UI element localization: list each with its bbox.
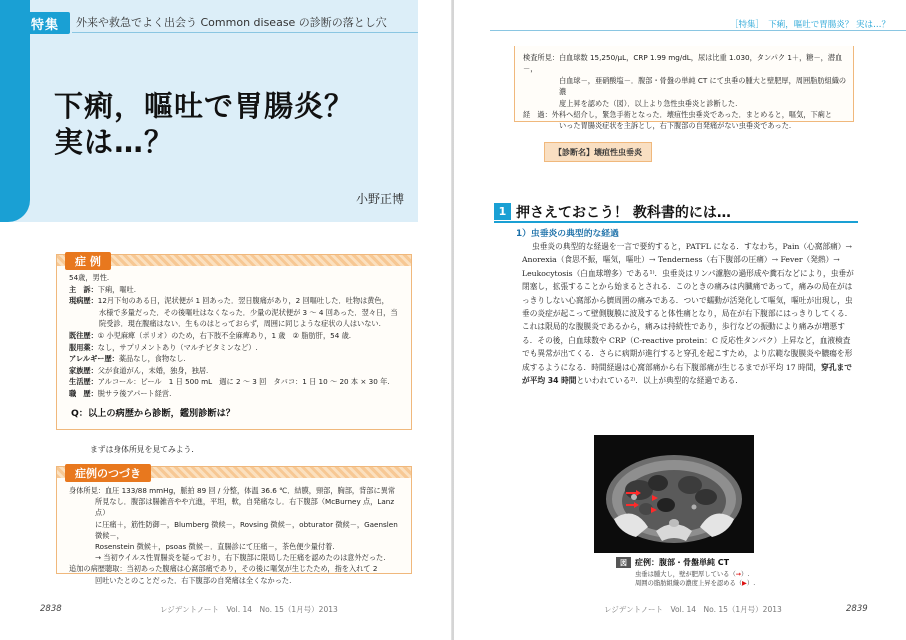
page-number-right: 2839 [846, 604, 868, 614]
body-text-part2: といわれている²⁾．以上が典型的な経過である． [576, 376, 743, 386]
right-page [454, 0, 906, 640]
case-line-key: 生活歴： [69, 377, 98, 387]
case-line-key: 現病歴： [69, 296, 98, 306]
body-paragraph [522, 240, 858, 387]
page-number-left: 2838 [40, 604, 62, 614]
journal-footer-right: レジデントノート Vol. 14 No. 15（1月号）2013 [604, 605, 782, 614]
diagnosis-box: 【診断名】壊疽性虫垂炎 [544, 142, 652, 162]
case-label: 症 例 [65, 252, 111, 270]
body-lead-line: まずは身体所見を見てみよう． [90, 445, 200, 454]
case-line [69, 318, 405, 330]
case-question: Q：以上の病歴から診断，鑑別診断は？ [71, 408, 235, 419]
case-line-text: 12月下旬のある日，泥状便が 1 回あった．翌日腹痛があり，2 回嘔吐した．吐物は黄色， [97, 296, 389, 306]
exam-line [523, 52, 849, 75]
case-line [69, 342, 405, 354]
figure-caption-line-2: 周囲の脂肪組織の濃度上昇を認める（▶）. [635, 580, 756, 588]
exam-line-key: 検査所見： [523, 53, 559, 62]
continuation-line [69, 563, 405, 574]
case-line-text: 父が食道がん，未婚，独身，独居. [97, 365, 209, 375]
continuation-line-text: に圧痛＋，筋性防御－，Blumberg 徴候－，Rovsing 徴候－，obturator 徴候－，Gaenslen 徴候－， [95, 519, 398, 540]
case-line-text: 下痢，嘔吐. [97, 284, 136, 294]
case-line [69, 365, 405, 377]
exam-findings-box [514, 46, 854, 131]
series-title: 外来や救急でよく出会う Common disease の診断の落とし穴 [76, 16, 387, 29]
continuation-line-key: 追加の病歴聴取： [69, 564, 127, 574]
case-line-key: アレルギー歴： [69, 354, 119, 364]
running-head-rule [490, 30, 906, 31]
continuation-line [69, 541, 405, 552]
title-header [0, 0, 418, 222]
case-line [69, 295, 405, 307]
title-line-1: 下痢，嘔吐で胃腸炎？ [54, 89, 355, 123]
section-rule [494, 221, 858, 223]
case-line-text: 院受診．現在腹痛はない．生ものはとっておらず，周囲に同じような症状の人はいない. [99, 319, 381, 329]
figure-badge: 図 [616, 557, 631, 568]
exam-line [523, 75, 849, 98]
case-line [69, 272, 405, 284]
case-line [69, 388, 405, 400]
case-details [69, 272, 405, 400]
case-line [69, 353, 405, 365]
red-triangle-icon: ▶ [742, 580, 747, 588]
continuation-line [69, 519, 405, 541]
exam-line [523, 120, 849, 131]
running-head: ［特集］ 下痢，嘔吐で胃腸炎？ 実は…？ [730, 20, 890, 30]
continuation-line-key: 身体所見： [69, 486, 105, 495]
exam-line [523, 109, 849, 120]
exam-line-text: 白血球数 15,250/μL，CRP 1.99 mg/dL，尿は比重 1.030，タンパク 1＋，糖－，潜血－， [523, 53, 843, 74]
exam-findings [523, 52, 849, 132]
left-page [0, 0, 452, 640]
exam-line [523, 98, 849, 109]
continuation-line-text: Rosenstein 徴候＋，psoas 徴候－．直腸診にて圧痛－，茶色便少量付着. [95, 542, 335, 552]
exam-line-text: 白血球－，亜硝酸塩－．腹部・骨盤の単純 CT にて虫垂の腫大と壁肥厚，周囲脂肪組織の濃 [559, 75, 847, 97]
section-title: 押さえておこう！ 教科書的には… [516, 205, 731, 221]
article-title [54, 88, 354, 160]
case-line-key: 職 歴： [69, 388, 98, 398]
case-line [69, 307, 405, 319]
figure-caption-line-1: 虫垂は腫大し，壁が肥厚している（→）. [635, 571, 750, 578]
continuation-line [69, 496, 405, 518]
continuation-line-text: 所見なし．腹部は腸雑音やや亢進，平坦，軟，自発痛なし．右下腹部（McBurney 点，Lanz 点） [95, 497, 395, 518]
continuation-line [69, 552, 405, 563]
case-line-text: 薬品なし，食物なし. [118, 354, 186, 364]
case-continuation-label: 症例のつづき [65, 464, 151, 482]
continuation-line-text: 血圧 133/88 mmHg，脈拍 89 回 / 分整，体温 36.6 ℃．結膜，頸部，胸部，背部に異常 [104, 486, 396, 495]
exam-line-text: いった胃腸炎症状を主訴とし，右下腹部の自発痛がない虫垂炎であった. [559, 121, 792, 131]
header-rule [72, 32, 418, 33]
case-line-key: 既往歴： [69, 330, 98, 340]
case-line-text: アルコール：ビール 1 日 500 mL 週に 2 ～ 3 回 タバコ：1 日 10 ～ 20 本 × 30 年. [97, 377, 390, 387]
case-line-key: 主 訴： [69, 284, 98, 294]
case-line-key: 服用薬： [69, 342, 98, 352]
figure-caption [635, 570, 755, 589]
case-line-text: 水様で多量だった．その後嘔吐はなくなった．少量の泥状便が 3 ～ 4 回あった．翌々日，当 [99, 307, 398, 317]
case-line-text: なし，サプリメントあり（マルチビタミンなど）. [97, 342, 258, 352]
continuation-line-text: → 当初ウイルス性胃腸炎を疑っており，右下腹部に限局した圧痛を認めたのは意外だった. [95, 553, 386, 563]
case-line-text: ① 小児麻痺（ポリオ）のため，右下肢不全麻痺あり，1 歳 ② 脂肪肝，54 歳. [97, 330, 352, 340]
figure-title: 症例：腹部・骨盤単純 CT [635, 558, 730, 567]
case-line-key: 家族歴： [69, 365, 98, 375]
title-line-2: 実は…？ [54, 125, 175, 159]
body-text-bold: 穿孔までが平均 34 時間 [522, 362, 852, 386]
case-line [69, 330, 405, 342]
exam-line-text: 外科へ紹介し，緊急手術となった．壊疽性虫垂炎であった．まとめると，嘔気，下痢と [551, 110, 833, 120]
feature-badge: 特集 [20, 12, 70, 34]
red-arrow-icon: → [735, 571, 742, 578]
exam-line-text: 度上昇を認めた（図）．以上より急性虫垂炎と診断した. [559, 98, 738, 108]
case-continuation-details [69, 485, 405, 586]
continuation-line [69, 485, 405, 496]
body-text-part1: 虫垂炎の典型的な経過を一言で要約すると，PATFL になる．すなわち，Pain（心窩部痛）→ Anorexia（食思不振，嘔気，嘔吐）→ Tenderness（右下腹部の圧痛）→ Fever（発熱）→ Leukocytosis（白血球増多）である¹⁾．虫垂炎はリンパ濾胞の過形成や糞石などにより，虫垂が閉塞し，拡張することから始まるとされる．このときの痛みは内臓痛であって，痛みの局在がはっきりしない心窩部から臍周囲の痛みである．ついで蠕動が活発化して嘔気，嘔吐が出現し，虫垂の炎症が起こって壁側腹膜に波及すると体性痛となり，局在が右下腹部にはっきりしてくる．これは限局的な腹膜炎であるから，痛みは持続性であり，歩行などの振動により痛みが増悪する．その後，白血球数や CRP（C-reactive protein：C 反応性タンパク）上昇など，血液検査でも異常が出てくる．さらに病期が進行すると穿孔を起こすため，より広範な腹膜炎や膿瘍を形成するようになる．時間経過は心窩部痛から右下腹部痛が生じるまでが平均 17 時間， [522, 242, 854, 372]
author-name: 小野正博 [356, 192, 405, 206]
case-line-text: 54歳，男性. [69, 273, 110, 282]
exam-line-key: 経 過： [523, 110, 552, 120]
subsection-title: 1）虫垂炎の典型的な経過 [516, 229, 619, 239]
continuation-line-text: 回吐いたとのことだった．右下腹部の自発痛は全くなかった. [95, 575, 292, 585]
continuation-line-text: 当初あった腹痛は心窩部痛であり，その後に嘔気が生じたため，指を入れて 2 [126, 564, 378, 574]
case-box [56, 254, 412, 430]
case-line [69, 284, 405, 296]
section-number: 1 [494, 203, 511, 220]
ct-scan-image [594, 435, 754, 553]
journal-footer-left: レジデントノート Vol. 14 No. 15（1月号）2013 [160, 605, 338, 614]
case-continuation-box [56, 466, 412, 585]
case-line-text: 脱サラ後アパート経営. [97, 388, 172, 398]
case-line [69, 376, 405, 388]
continuation-line [69, 575, 405, 586]
